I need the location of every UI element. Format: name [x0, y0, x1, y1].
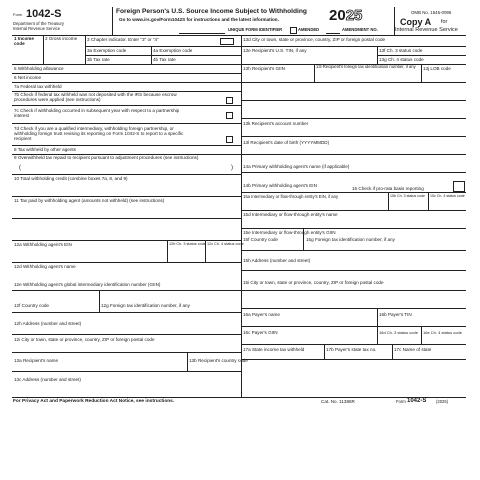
amended-checkbox[interactable] — [290, 27, 297, 34]
box13a-recipient-name-label: 13a Recipient's name — [14, 358, 59, 363]
department-label: Department of the Treasury — [13, 21, 64, 26]
form-title: Foreign Person's U.S. Source Income Subject to Withholding — [116, 8, 307, 15]
box7d-qualified-intermediary-label: 7d Check if you are a qualified intermediary, withholding foreign partnership, or withholding foreign trust revising its reporting on Form 1042-S to report to a specific recipient — [14, 126, 184, 142]
box5-withholding-allowance-label: 5 Withholding allowance — [14, 66, 64, 71]
box2-gross-income-label: 2 Gross income — [45, 36, 78, 41]
amendment-number-field[interactable] — [326, 26, 340, 34]
footer-form-year: (2025) — [436, 399, 449, 404]
box12a-agent-ein-label: 12a Withholding agent's EIN — [14, 242, 72, 247]
box13e-recipient-tin-label: 13e Recipient's U.S. TIN, if any — [243, 48, 307, 53]
box13i-foreign-tin-label: 13i Recipient's foreign tax identification number, if any — [316, 64, 416, 69]
form-word: Form — [13, 12, 23, 17]
form-number: 1042-S — [26, 8, 62, 20]
copy-label: Copy A — [400, 17, 432, 27]
box4b-tax-rate-label: 4b Tax rate — [153, 57, 176, 62]
box7d-checkbox[interactable] — [226, 136, 233, 143]
box12h-address-label: 12h Address (number and street) — [14, 321, 82, 326]
box17b-payer-state-tax-no-label: 17b Payer's state tax no. — [326, 347, 377, 352]
box6-net-income-label: 6 Net income — [14, 75, 42, 80]
box13j-lob-code-label: 13j LOB code — [423, 66, 451, 71]
amendment-no-label: AMENDMENT NO. — [342, 27, 378, 32]
footer-form-number: 1042-S — [407, 398, 427, 404]
tax-year — [329, 8, 362, 24]
box4a-exemption-code-label: 4a Exemption code — [153, 48, 193, 53]
box3a-exemption-code-label: 3a Exemption code — [87, 48, 127, 53]
box7c-checkbox[interactable] — [226, 112, 233, 119]
box7c-subsequent-year-label: 7c Check if withholding occurred in subsequent year with respect to a partnership interest — [14, 108, 180, 119]
box7a-federal-tax-label: 7a Federal tax withheld — [14, 84, 62, 89]
box12c-ch4-status-label: 12c Ch. 4 status code — [207, 242, 244, 246]
box12e-agent-giin-label: 12e Withholding agent's global intermediary identification number (GIIN) — [14, 282, 161, 287]
box16b-payer-tin-label: 16b Payer's TIN — [379, 312, 412, 317]
box9-paren-open: ( — [19, 165, 21, 171]
box16c-payer-giin-label: 16c Payer's GIIN — [243, 330, 278, 335]
box13k-account-number-label: 13k Recipient's account number — [243, 121, 309, 126]
footer-form-word: Form — [396, 399, 406, 404]
privacy-notice: For Privacy Act and Paperwork Reduction Act Notice, see instructions. — [13, 399, 175, 404]
box14a-primary-agent-name-label: 14a Primary withholding agent's name (if applicable) — [243, 164, 350, 169]
box13c-address-label: 13c Address (number and street) — [14, 377, 81, 382]
box17c-name-of-state-label: 17c Name of state — [394, 347, 432, 352]
box12g-foreign-tin-label: 12g Foreign tax identification number, if any — [101, 303, 190, 308]
catalog-number: Cat. No. 11386R — [321, 399, 355, 404]
box12d-agent-name-label: 12d Withholding agent's name — [14, 264, 76, 269]
chapter-indicator-field[interactable] — [220, 38, 234, 45]
box15b-ch3-status-label: 15b Ch. 3 status code — [390, 194, 425, 198]
box16d-ch3-status-label: 16d Ch. 3 status code — [379, 330, 418, 335]
unique-id-label: UNIQUE FORM IDENTIFIER — [228, 27, 283, 32]
box15f-country-code-label: 15f Country code — [243, 237, 278, 242]
copy-destination: Internal Revenue Service — [395, 27, 458, 33]
unique-id-field[interactable] — [179, 26, 225, 34]
box12b-ch3-status-label: 12b Ch. 3 status code — [169, 242, 206, 246]
box15h-address-label: 15h Address (number and street) — [243, 258, 311, 263]
box8-other-agents-label: 8 Tax withheld by other agents — [14, 147, 76, 152]
box13b-recipient-country-label: 13b Recipient's country code — [189, 358, 248, 363]
box13g-ch4-status-label: 13g Ch. 4 status code — [379, 57, 424, 62]
omb-number: OMB No. 1545-0096 — [411, 10, 452, 15]
box15c-ch4-status-label: 15c Ch. 4 status code — [430, 194, 465, 198]
box13h-recipient-giin-label: 13h Recipient's GIIN — [243, 66, 285, 71]
box12f-country-code-label: 12f Country code — [14, 303, 49, 308]
box9-overwithheld-label: 9 Overwithheld tax repaid to recipient pursuant to adjustment procedures (see instructions) — [14, 155, 199, 160]
amended-label: AMENDED — [298, 27, 320, 32]
instructions-line: Go to www.irs.gov/Form1042S for instructions and the latest information. — [119, 17, 279, 22]
box15a-intermediary-ein-label: 15a Intermediary or flow-through entity's EIN, if any — [243, 194, 339, 199]
box1-income-code-label: 1 Income code — [14, 36, 34, 47]
box11-tax-paid-label: 11 Tax paid by withholding agent (amounts not withheld) (see instructions) — [14, 198, 165, 203]
box15i-city-label: 15i City or town, state or province, country, ZIP or foreign postal code — [243, 280, 384, 285]
box12i-city-label: 12i City or town, state or province, country, ZIP or foreign postal code — [14, 337, 155, 342]
box15g-foreign-tin-label: 15g Foreign tax identification number, if any — [306, 237, 395, 242]
box10-total-credit-label: 10 Total withholding credit (combine boxes 7a, 8, and 9) — [14, 176, 128, 181]
box15-pro-rata-checkbox[interactable] — [453, 181, 465, 192]
box13f-ch3-status-label: 13f Ch. 3 status code — [379, 48, 423, 53]
box7b-checkbox[interactable] — [226, 97, 233, 104]
box3-chapter-indicator-label: 3 Chapter indicator. Enter "3" or "4" — [87, 37, 159, 42]
irs-label: Internal Revenue Service — [13, 26, 61, 31]
box15d-intermediary-name-label: 15d Intermediary or flow-through entity's name — [243, 212, 338, 217]
copy-for: for — [441, 19, 448, 25]
box13d-city-label: 13d City or town, state or province, country, ZIP or foreign postal code — [243, 37, 386, 42]
box14b-primary-agent-ein-label: 14b Primary withholding agent's EIN — [243, 183, 317, 188]
box13l-date-of-birth-label: 13l Recipient's date of birth (YYYYMMDD) — [243, 140, 330, 145]
box17a-state-tax-withheld-label: 17a State income tax withheld — [243, 347, 305, 352]
box16e-ch4-status-label: 16e Ch. 4 status code — [423, 330, 462, 335]
box16a-payer-name-label: 16a Payer's name — [243, 312, 280, 317]
box15e-intermediary-giin-label: 15e Intermediary or flow-through entity's GIIN — [243, 230, 336, 235]
box9-paren-close: ) — [231, 165, 233, 171]
box3b-tax-rate-label: 3b Tax rate — [87, 57, 110, 62]
tax-year-text: 2025 — [329, 7, 363, 24]
box7b-escrow-label: 7b Check if federal tax withheld was not deposited with the IRS because escrow procedures were applied (see instructions) — [14, 92, 177, 103]
box15-pro-rata-label: 15 Check if pro-rata basis reporting — [352, 186, 424, 191]
